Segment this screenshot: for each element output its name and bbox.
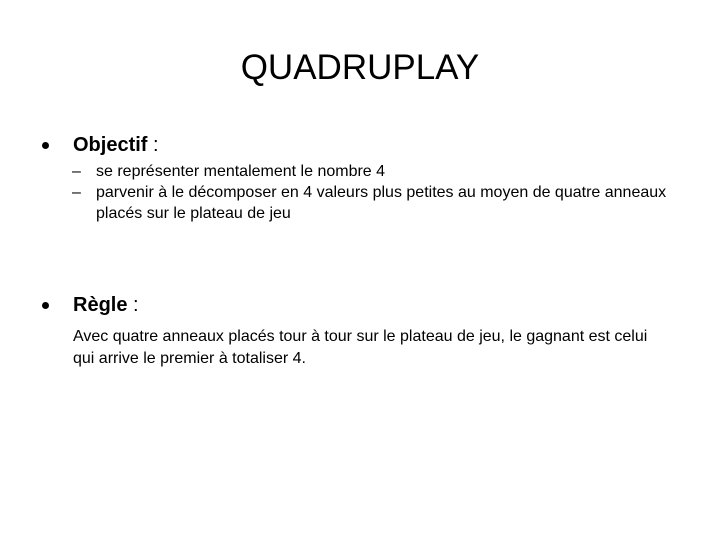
list-item-text: parvenir à le décomposer en 4 valeurs plus petites au moyen de quatre anneaux placés sur le plateau de jeu [96, 184, 667, 222]
list-item-text: se représenter mentalement le nombre 4 [96, 163, 386, 180]
heading-objectif-label: Objectif [73, 134, 148, 156]
objectif-list [72, 161, 692, 224]
list-item [72, 182, 692, 224]
heading-objectif-colon: : [147, 134, 159, 156]
dash-marker: – [72, 184, 81, 201]
regle-paragraph: Avec quatre anneaux placés tour à tour sur le plateau de jeu, le gagnant est celui qui arrive le premier à totaliser 4. [73, 328, 648, 367]
heading-regle-colon: : [127, 294, 139, 316]
heading-regle [73, 292, 139, 318]
list-item [72, 161, 692, 182]
heading-regle-label: Règle [73, 294, 128, 316]
bullet-objectif [42, 142, 49, 149]
dash-marker: – [72, 163, 81, 180]
bullet-regle [42, 302, 49, 309]
slide-title: QUADRUPLAY [240, 48, 480, 87]
heading-objectif [73, 132, 159, 158]
